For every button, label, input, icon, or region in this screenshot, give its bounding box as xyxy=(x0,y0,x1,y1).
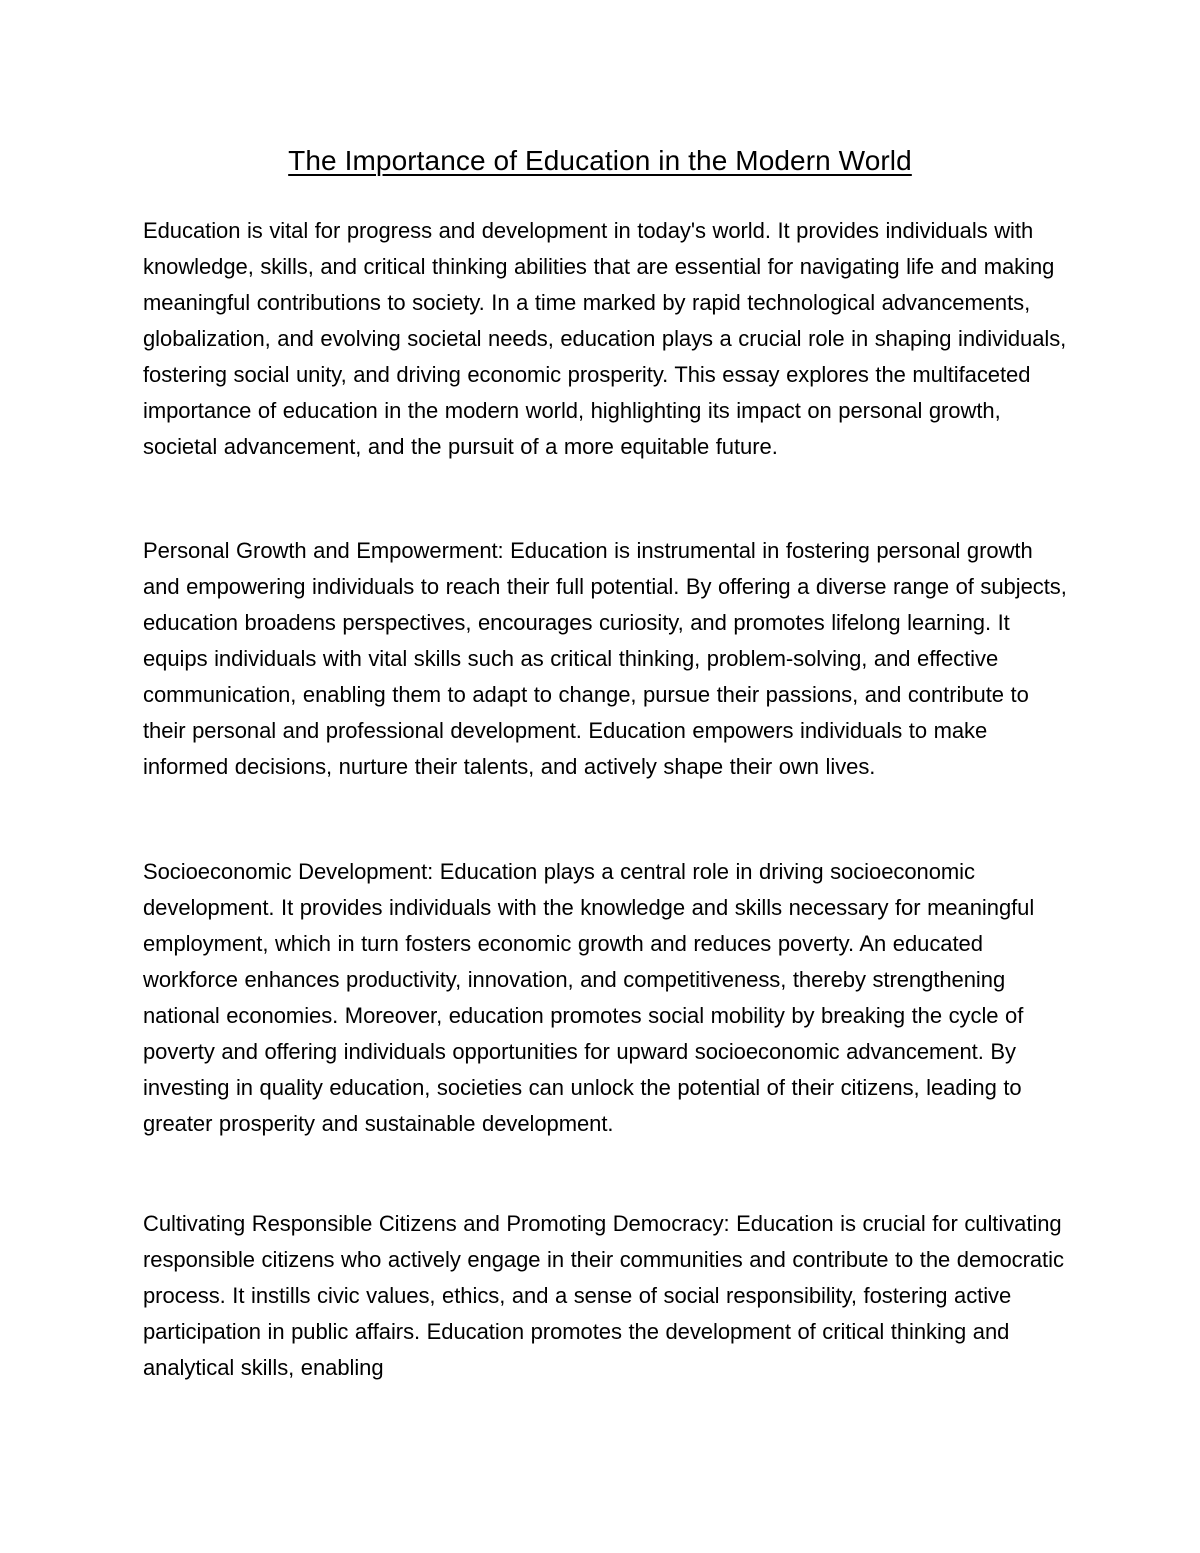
paragraph-responsible-citizens: Cultivating Responsible Citizens and Promoting Democracy: Education is crucial for cultivating responsible citizens who actively engage in their communities and contribute to the democratic process. It instills civic values, ethics, and a sense of social responsibility, fostering active participation in public affairs. Education promotes the development of critical thinking and analytical skills, enabling xyxy=(143,1211,1064,1380)
paragraph-introduction: Education is vital for progress and development in today's world. It provides individuals with knowledge, skills, and critical thinking abilities that are essential for navigating life and making meaningful contributions to society. In a time marked by rapid technological advancements, globalization, and evolving societal needs, education plays a crucial role in shaping individuals, fostering social unity, and driving economic prosperity. This essay explores the multifaceted importance of education in the modern world, highlighting its impact on personal growth, societal advancement, and the pursuit of a more equitable future. xyxy=(143,218,1067,459)
paragraph-socioeconomic-development: Socioeconomic Development: Education plays a central role in driving socioeconomic development. It provides individuals with the knowledge and skills necessary for meaningful employment, which in turn fosters economic growth and reduces poverty. An educated workforce enhances productivity, innovation, and competitiveness, thereby strengthening national economies. Moreover, education promotes social mobility by breaking the cycle of poverty and offering individuals opportunities for upward socioeconomic advancement. By investing in quality education, societies can unlock the potential of their citizens, leading to greater prosperity and sustainable development. xyxy=(143,859,1035,1136)
paragraph-personal-growth: Personal Growth and Empowerment: Education is instrumental in fostering personal growth and empowering individuals to reach their full potential. By offering a diverse range of subjects, education broadens perspectives, encourages curiosity, and promotes lifelong learning. It equips individuals with vital skills such as critical thinking, problem-solving, and effective communication, enabling them to adapt to change, pursue their passions, and contribute to their personal and professional development. Education empowers individuals to make informed decisions, nurture their talents, and actively shape their own lives. xyxy=(143,538,1067,779)
document-title: The Importance of Education in the Modern World xyxy=(288,145,912,176)
